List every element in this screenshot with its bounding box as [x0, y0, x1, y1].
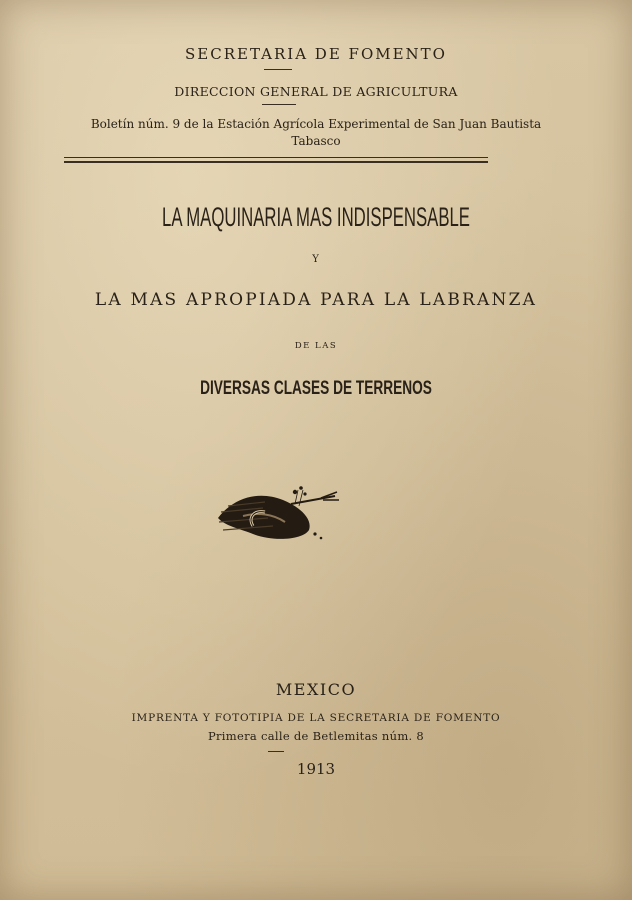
title-conjunction: Y	[312, 254, 320, 265]
imprint-city: MEXICO	[275, 680, 357, 699]
directorate-heading: DIRECCION GENERAL DE AGRICULTURA	[174, 84, 458, 99]
title-final-line: DIVERSAS CLASES DE TERRENOS	[200, 378, 432, 399]
wheat-sheaf-sickle-icon	[213, 478, 343, 546]
document-title: LA MAQUINARIA MAS INDISPENSABLE	[162, 202, 470, 232]
divider	[268, 751, 284, 752]
imprint-year: 1913	[296, 760, 336, 778]
title-connector: DE LAS	[294, 341, 338, 351]
imprint-address: Primera calle de Betlemitas núm. 8	[207, 729, 425, 743]
bulletin-line-1: Boletín núm. 9 de la Estación Agrícola Experimental de San Juan Bautista	[90, 117, 542, 131]
ministry-heading: SECRETARIA DE FOMENTO	[185, 45, 447, 63]
divider	[264, 69, 292, 70]
imprint-printer: IMPRENTA Y FOTOTIPIA DE LA SECRETARIA DE FOMENTO	[131, 712, 501, 724]
double-rule-bottom	[64, 161, 488, 163]
bulletin-info	[0, 116, 632, 150]
divider	[262, 104, 296, 105]
bulletin-line-2: Tabasco	[291, 134, 341, 148]
document-subtitle: LA MAS APROPIADA PARA LA LABRANZA	[94, 290, 538, 310]
double-rule-top	[64, 157, 488, 158]
